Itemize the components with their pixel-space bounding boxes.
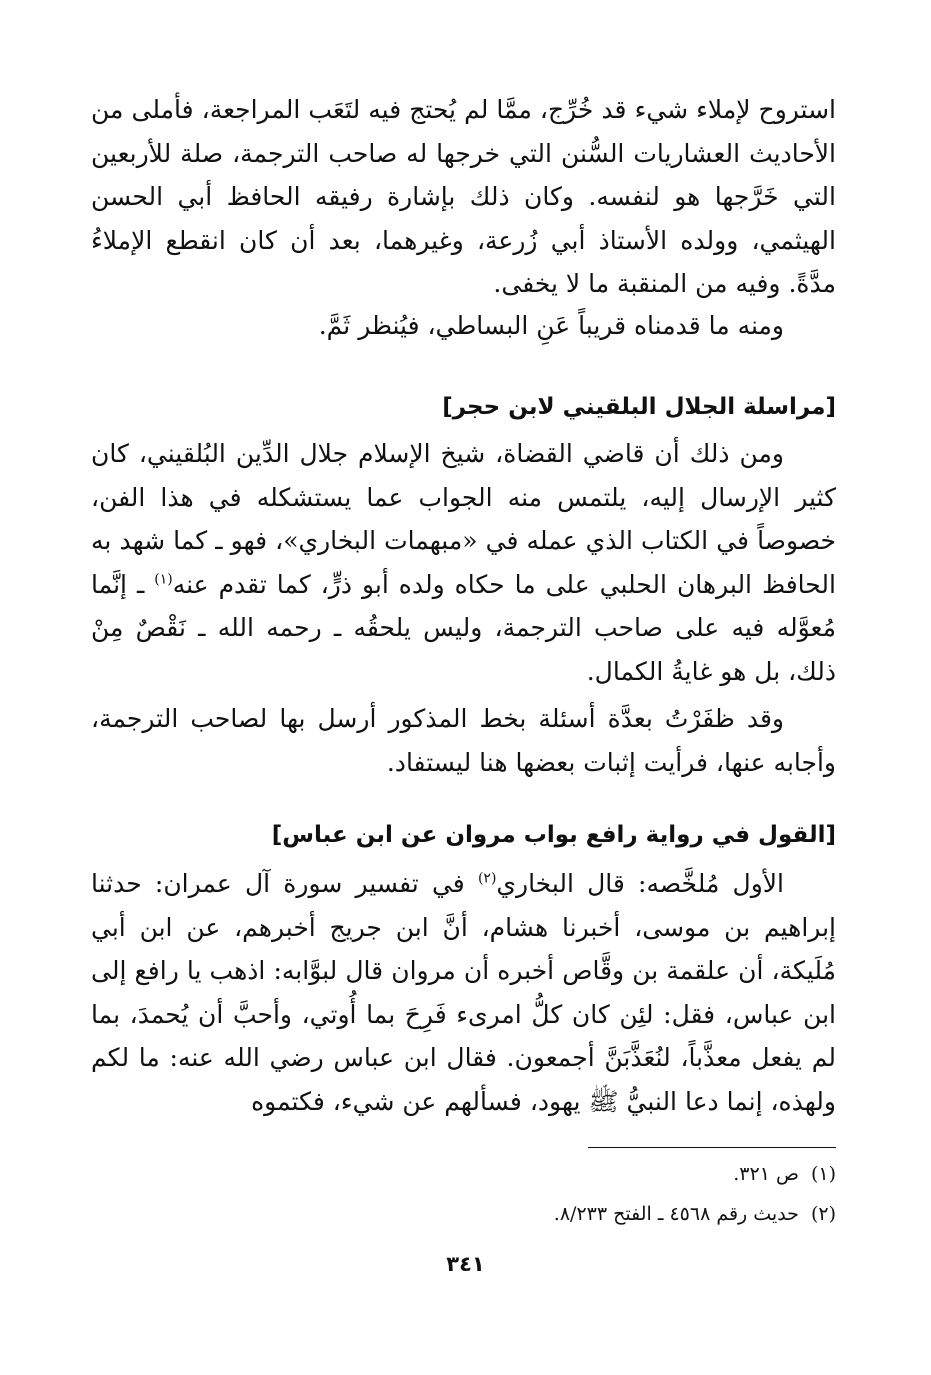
footnote-ref-1: (١) (154, 571, 173, 588)
paragraph-5 (91, 862, 836, 1123)
footnote-1-text: ص ٣٢١. (733, 1163, 799, 1185)
footnote-1 (733, 1160, 836, 1188)
paragraph-4: وقد ظفَرْتُ بعدَّة أسئلة بخط المذكور أرسل بها لصاحب الترجمة، وأجابه عنها، فرأيت إثبات بعضها هنا ليستفاد. (91, 704, 836, 777)
footnote-ref-2: (٢) (477, 870, 497, 887)
footnote-2 (554, 1200, 836, 1228)
paragraph-3-part-1: ومن ذلك أن قاضي القضاة، شيخ الإسلام جلال الدِّين البُلقيني، كان كثير الإرسال إليه، يلتمس منه الجواب عما يستشكله في هذا الفن، خصوصاً في الكتاب الذي عمله في «مبهمات البخاري»، فهو ـ كما شهد به الحافظ البرهان الحلبي على ما حكاه ولده أبو ذرٍّ، كما تقدم عنه (91, 439, 836, 599)
section-heading-1: [مراسلة الجلال البلقيني لابن حجر] (442, 394, 836, 420)
section-heading-2: [القول في رواية رافع بواب مروان عن ابن عباس] (271, 822, 836, 848)
footnote-divider (588, 1147, 836, 1148)
paragraph-3 (91, 432, 836, 693)
paragraph-5-part-2: في تفسير سورة آل عمران: حدثنا إبراهيم بن موسى، أخبرنا هشام، أنَّ ابن جريج أخبرهم، عن ابن أبي مُلَيكة، أن علقمة بن وقَّاص أخبره أن مروان قال لبوَّابه: اذهب يا رافع إلى ابن عباس، فقل: لئِن كان كلُّ امرىء فَرِحَ بما أُوتي، وأحبَّ أن يُحمدَ، بما لم يفعل معذَّباً، لنُعَذَّبَنَّ أجمعون. فقال ابن عباس رضي الله عنه: ما لكم ولهذه، إنما دعا النبيُّ ﷺ يهود، فسألهم عن شيء، فكتموه (91, 869, 836, 1116)
paragraph-5-part-1: الأول مُلخَّصه: قال البخاري (496, 869, 784, 898)
paragraph-2: ومنه ما قدمناه قريباً عَنِ البساطي، فيُنظر ثَمَّ. (318, 311, 784, 340)
paragraph-3-part-2: ـ إنَّما مُعوَّله فيه على صاحب الترجمة، وليس يلحقُه ـ رحمه الله ـ نَقْصٌ مِنْ ذلك، بل هو غايةُ الكمال. (91, 569, 836, 686)
footnote-1-number: (١) (810, 1163, 836, 1185)
page-number: ٣٤١ (446, 1252, 485, 1276)
footnote-2-text: حديث رقم ٤٥٦٨ ـ الفتح ٨/٢٣٣. (553, 1203, 799, 1225)
paragraph-1: استروح لإملاء شيء قد خُرِّج، ممَّا لم يُحتج فيه لتَعَب المراجعة، فأملى من الأحاديث العشاريات السُّنن التي خرجها له صاحب الترجمة، صلة للأربعين التي خَرَّجها هو لنفسه. وكان ذلك بإشارة رفيقه الحافظ أبي الحسن الهيثمي، وولده الأستاذ أبي زُرعة، وغيرهما، بعد أن كان انقطع الإملاءُ مدَّةً. وفيه من المنقبة ما لا يخفى. (91, 95, 836, 298)
footnote-2-number: (٢) (810, 1203, 836, 1225)
